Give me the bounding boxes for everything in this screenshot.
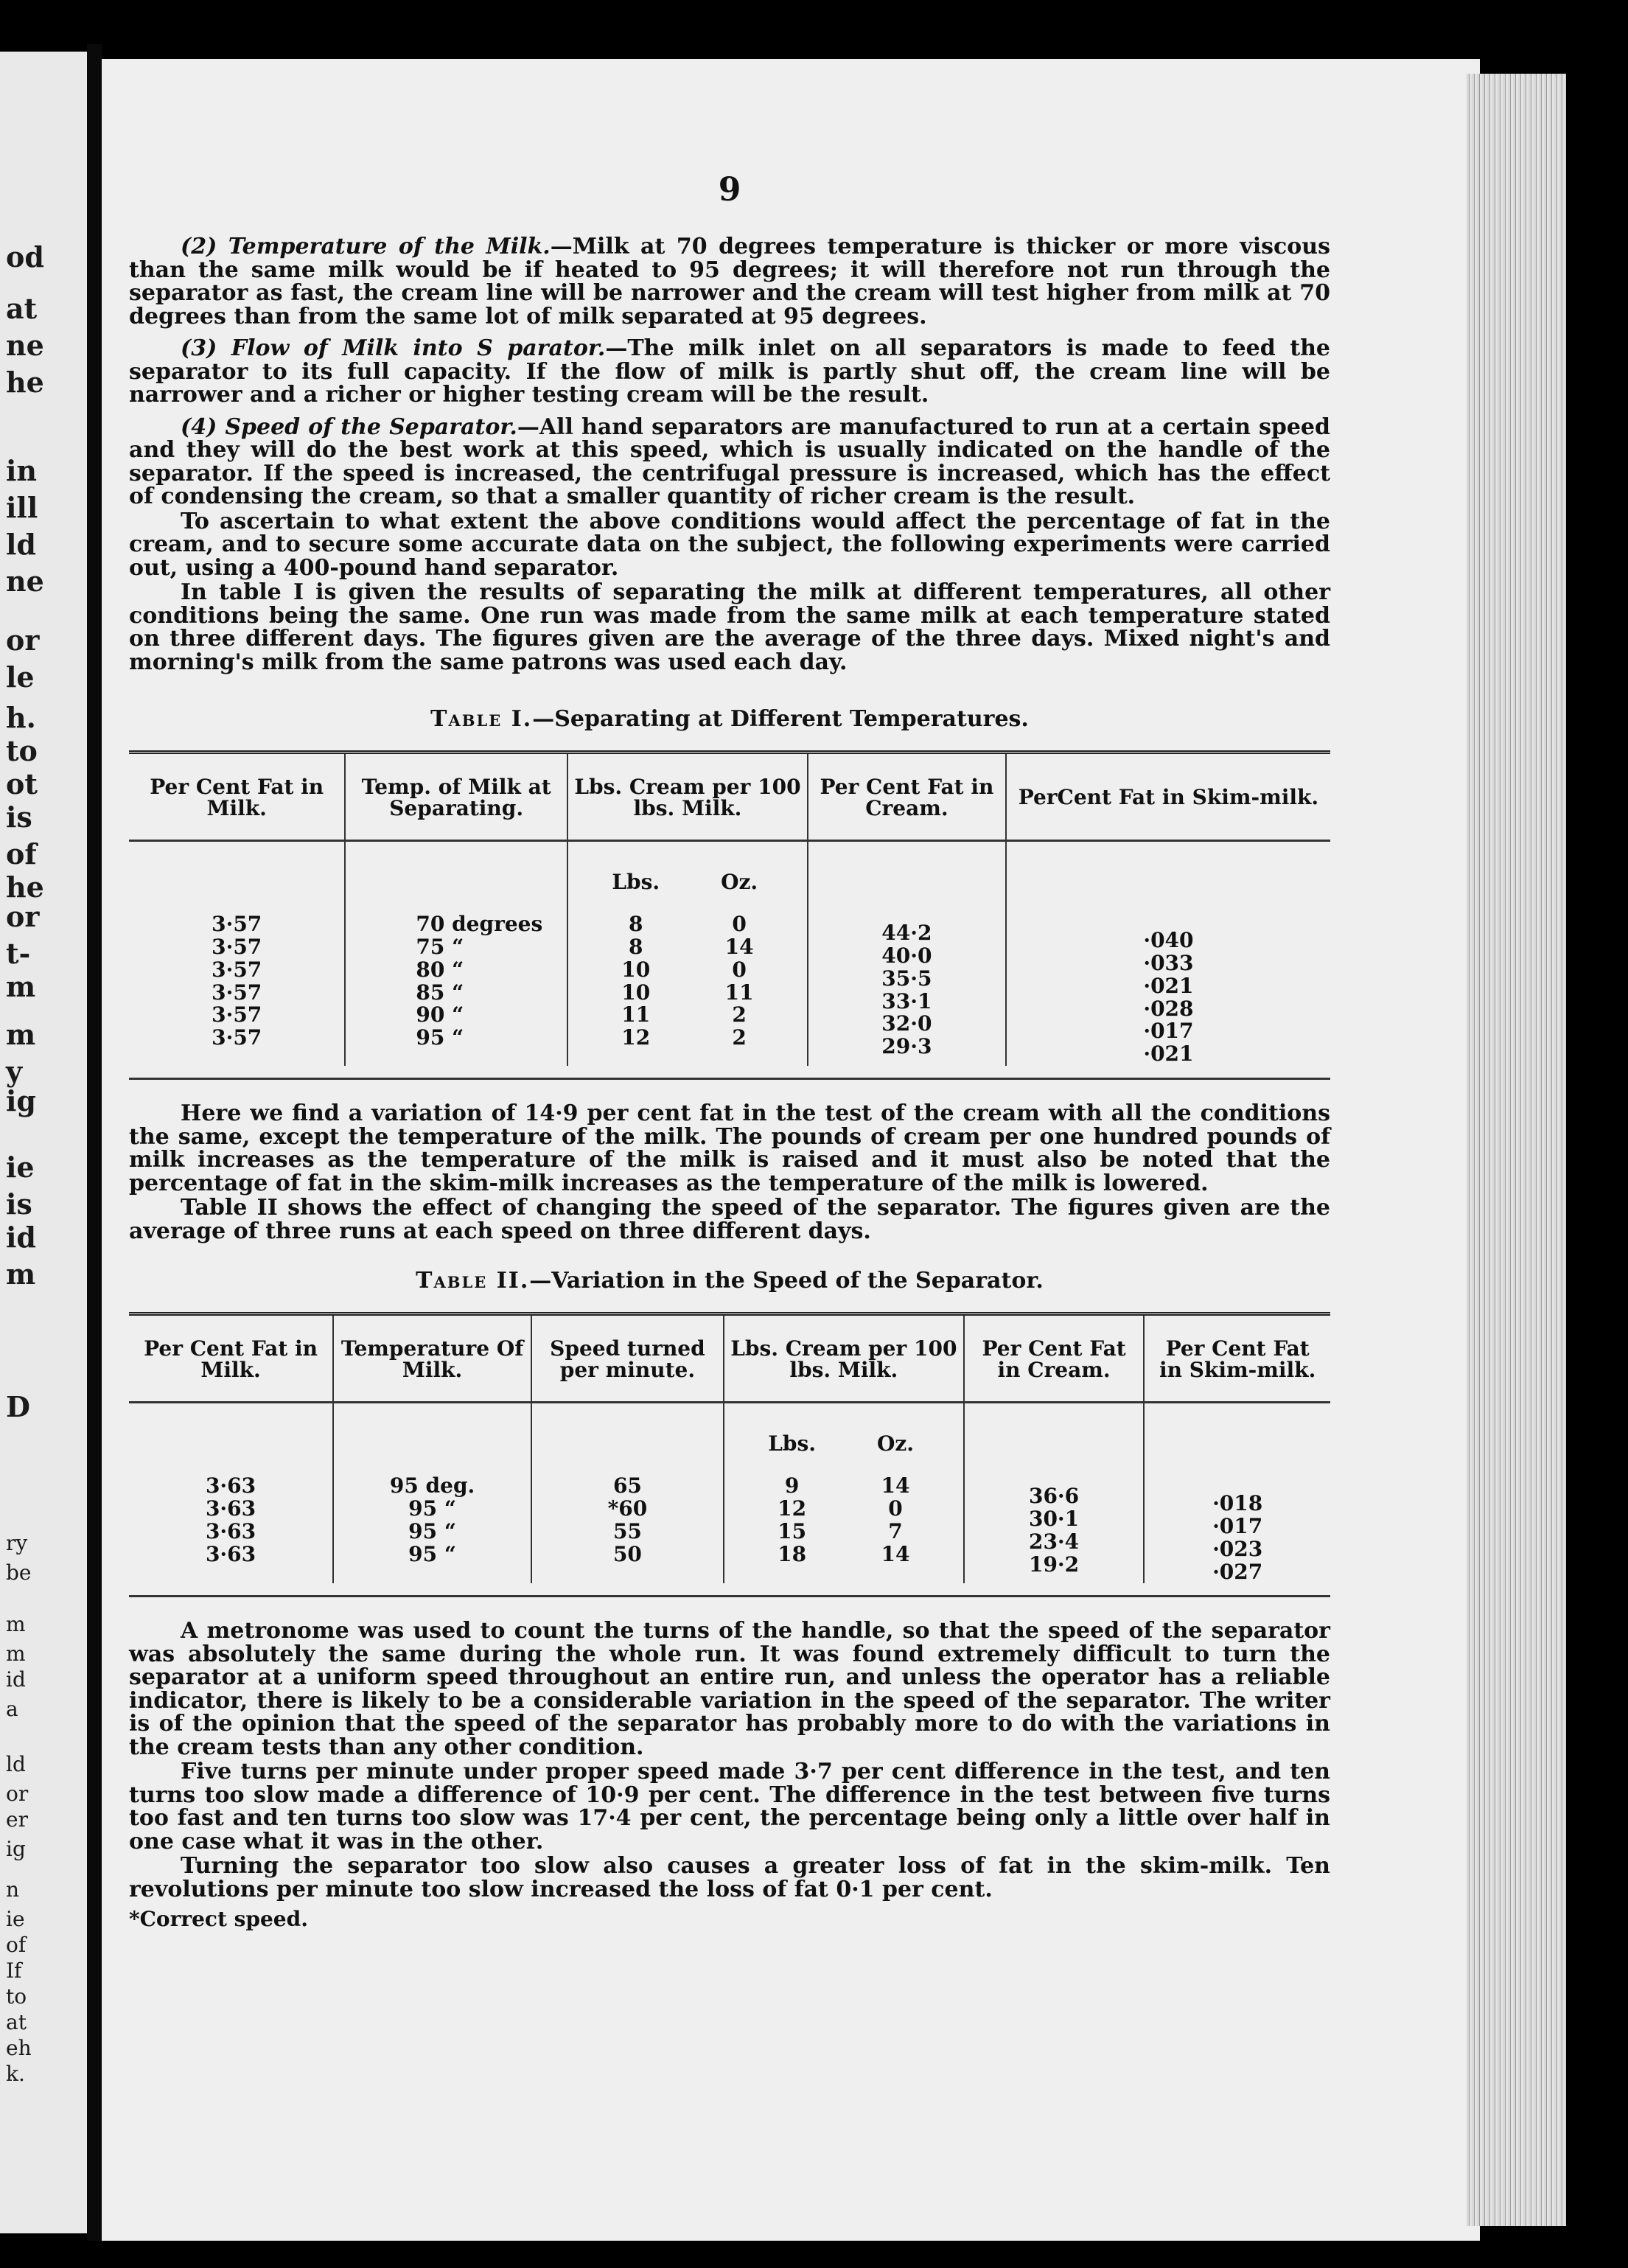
paragraph-temperature — [129, 235, 1330, 328]
table2-sub-lbs: Lbs. — [768, 1431, 817, 1456]
paragraph-flow — [129, 337, 1330, 407]
left-page-fragment: be — [6, 1560, 32, 1585]
table1-sub-oz: Oz. — [721, 870, 758, 895]
table2-col-cream-weight — [724, 1475, 964, 1583]
table1-col-fat-milk: 3·57 3·57 3·57 3·57 3·57 3·57 — [212, 912, 262, 1050]
table2-col-lbs: 9 12 15 18 — [778, 1473, 807, 1566]
table1-header-row — [129, 754, 1330, 841]
text-temperature: —Milk at 70 degrees temperature is thicker or more viscous than the same milk would be if heated to 95 degrees; it will therefore not run through the separator as fast, the cream line will be narrower and the cream will test higher from milk at 70 degrees than from the same lot of milk separated at 95 degrees. — [129, 234, 1330, 329]
left-page-fragment: h. — [6, 701, 36, 734]
table1-header: PerCent Fat in Skim-milk. — [1006, 754, 1330, 841]
table2-header-row — [129, 1316, 1330, 1403]
table1-bottom-rule — [129, 1078, 1330, 1080]
table1 — [129, 754, 1330, 1066]
left-page-fragment: eh — [6, 2036, 32, 2060]
table1-col-fat-cream: 44·2 40·0 35·5 33·1 32·0 29·3 — [808, 913, 1006, 1066]
table2 — [129, 1316, 1330, 1584]
table1-header: Per Cent Fat in Milk. — [129, 754, 345, 841]
table1-body-row — [129, 913, 1330, 1066]
left-page-fragment: If — [6, 1958, 22, 1983]
left-page-fragment: ig — [6, 1837, 26, 1861]
left-page-fragment: ill — [6, 491, 38, 524]
left-page-fragment: n — [6, 1877, 20, 1902]
table2-header: Lbs. Cream per 100 lbs. Milk. — [724, 1316, 964, 1403]
left-page-fragment: at — [6, 292, 38, 325]
left-page-fragment: m — [6, 1257, 36, 1291]
table2-header: Per Cent Fat in Skim-milk. — [1144, 1316, 1330, 1403]
left-page-fragment: od — [6, 240, 44, 273]
page-stack-edge — [1467, 74, 1566, 2226]
paragraph-table1-intro: In table I is given the results of separating the milk at different temperatures, all other conditions being the same. One run was made from the same milk at each temperature stated on three different days. The figures given are the average of the three days. Mixed night's and morning's milk from the same patrons was used each day. — [129, 579, 1330, 675]
table1-subheader-row — [129, 841, 1330, 913]
table2-col-oz: 14 0 7 14 — [881, 1473, 910, 1566]
heading-flow: (3) Flow of Milk into S parator. — [181, 335, 606, 362]
left-page-fragment: to — [6, 734, 38, 767]
text-flow: —The milk inlet on all separators is made to feed the separator to its full capacity. If the flow of milk is partly shut off, the cream line will be narrower and a richer or higher testing cream will be the result. — [129, 335, 1330, 408]
table2-header: Temperature Of Milk. — [333, 1316, 531, 1403]
table1-title: —Separating at Different Temperatures. — [532, 706, 1029, 733]
left-page-fragment: is — [6, 1187, 32, 1221]
left-page-fragment: ne — [6, 565, 44, 598]
left-page-fragment: of — [6, 837, 37, 870]
left-page-fragment: ld — [6, 528, 37, 561]
table2-col-speed: 65 *60 55 50 — [531, 1475, 724, 1583]
left-page-fragment: m — [6, 1641, 26, 1666]
table2-header: Speed turned per minute. — [531, 1316, 724, 1403]
left-page-fragment: ry — [6, 1531, 28, 1555]
left-page-fragment: at — [6, 2010, 27, 2034]
table1-sub-lbs: Lbs. — [612, 870, 660, 895]
table2-subheader-row — [129, 1403, 1330, 1475]
text-speed: —All hand separators are manufactured to run at a certain speed and they will do the best work at this speed, which is usually indicated on the handle of the separator. If the speed is increased, the centrifugal pressure is increased, which has the effect of condensing the cream, so that a smaller quantity of richer cream is the result. — [129, 414, 1330, 510]
table2-body-row — [129, 1475, 1330, 1583]
table2-caption — [129, 1269, 1330, 1293]
table1-col-temp: 70 degrees 75 “ 80 “ 85 “ 90 “ 95 “ — [345, 913, 567, 1066]
left-page-fragment: y — [6, 1055, 23, 1088]
left-page-fragment: he — [6, 366, 44, 399]
left-page-fragment: er — [6, 1807, 28, 1832]
left-page-fragment: ot — [6, 767, 38, 800]
left-page-margin — [0, 52, 87, 2233]
table2-col-fat-skim: ·018 ·017 ·023 ·027 — [1144, 1475, 1330, 1583]
table2-header: Per Cent Fat in Cream. — [964, 1316, 1145, 1403]
left-page-fragment: a — [6, 1697, 18, 1721]
paragraph-metronome: A metronome was used to count the turns of the handle, so that the speed of the separator was absolutely the same during the whole run. It was found extremely difficult to turn the separator at a uniform speed throughout an entire run, and unless the operator has a reliable indicator, there is likely to be a considerable variation in the speed of the separator. The writer is of the opinion that the speed of the separator has probably more to do with the variations in the cream tests than any other condition. — [129, 1618, 1330, 1760]
left-page-fragment: id — [6, 1221, 37, 1254]
table2-col-temp: 95 deg. 95 “ 95 “ 95 “ — [333, 1475, 531, 1583]
left-page-fragment: ne — [6, 329, 44, 362]
left-page-fragment: ie — [6, 1151, 35, 1184]
book-gutter — [87, 44, 102, 2241]
footnote-correct-speed: *Correct speed. — [129, 1907, 308, 1932]
left-page-fragment: m — [6, 1612, 26, 1636]
left-page-fragment: in — [6, 454, 38, 487]
paragraph-ascertain: To ascertain to what extent the above conditions would affect the percentage of fat in the cream, and to secure some accurate data on the subject, the following experiments were carried out, using a 400-pound hand separator. — [129, 508, 1330, 581]
table2-header: Per Cent Fat in Milk. — [129, 1316, 333, 1403]
left-page-fragment: m — [6, 970, 36, 1003]
table2-label: Table II. — [416, 1268, 530, 1294]
heading-speed: (4) Speed of the Separator. — [181, 414, 517, 440]
left-page-fragment: k. — [6, 2062, 25, 2086]
left-page-fragment: t- — [6, 937, 31, 970]
table1-header: Lbs. Cream per 100 lbs. Milk. — [567, 754, 808, 841]
left-page-fragment: or — [6, 624, 40, 657]
left-page-fragment: ld — [6, 1752, 26, 1776]
left-page-fragment: id — [6, 1667, 26, 1692]
left-page-fragment: to — [6, 1984, 27, 2009]
table1-header: Per Cent Fat in Cream. — [808, 754, 1006, 841]
left-page-fragment: or — [6, 900, 40, 933]
paragraph-too-slow: Turning the separator too slow also causes a greater loss of fat in the skim-milk. Ten revolutions per minute too slow increased the loss of fat 0·1 per cent. — [129, 1853, 1330, 1902]
paragraph-speed — [129, 416, 1330, 509]
table2-title: —Variation in the Speed of the Separator. — [529, 1268, 1044, 1294]
left-page-fragment: ig — [6, 1084, 37, 1117]
table1-col-oz: 0 14 0 11 2 2 — [724, 912, 754, 1050]
table1-caption — [129, 708, 1330, 731]
left-page-fragment: he — [6, 870, 44, 904]
left-page-fragment: le — [6, 660, 35, 694]
table2-bottom-rule — [129, 1595, 1330, 1597]
left-page-fragment: D — [6, 1390, 30, 1423]
paragraph-five-turns: Five turns per minute under proper speed made 3·7 per cent difference in the test, and ten turns too slow made a difference of 10·9 per cent. The difference in the test between five turns too fast and ten turns too slow was 17·4 per cent, the percentage being only a little over half in one case what it was in the other. — [129, 1759, 1330, 1854]
page-content — [129, 173, 1330, 1930]
left-page-fragment: is — [6, 800, 32, 834]
left-page-fragment: of — [6, 1933, 27, 1957]
table2-col-fat-cream: 36·6 30·1 23·4 19·2 — [964, 1475, 1145, 1583]
paragraph-variation: Here we find a variation of 14·9 per cent fat in the test of the cream with all the conditions the same, except the temperature of the milk. The pounds of cream per one hundred pounds of milk increases as the temperature of the milk is raised and it must also be noted that the percentage of fat in the skim-milk increases as the temperature of the milk is lowered. — [129, 1100, 1330, 1196]
table1-label: Table I. — [430, 706, 533, 733]
left-page-fragment: ie — [6, 1907, 25, 1931]
table1-col-lbs: 8 8 10 10 11 12 — [621, 912, 651, 1050]
page-number: 9 — [718, 171, 741, 209]
paragraph-table2-intro: Table II shows the effect of changing the speed of the separator. The figures given are the average of three runs at each speed on three different days. — [129, 1195, 1330, 1244]
table1-col-fat-skim: ·040 ·033 ·021 ·028 ·017 ·021 — [1006, 913, 1330, 1066]
heading-temperature: (2) Temperature of the Milk. — [181, 234, 551, 260]
left-page-fragment: or — [6, 1782, 29, 1806]
table2-col-fat-milk: 3·63 3·63 3·63 3·63 — [205, 1473, 256, 1566]
table1-col-cream-weight — [567, 913, 808, 1066]
left-page-fragment: m — [6, 1018, 36, 1051]
table2-sub-oz: Oz. — [877, 1431, 915, 1456]
table1-header: Temp. of Milk at Separating. — [345, 754, 567, 841]
